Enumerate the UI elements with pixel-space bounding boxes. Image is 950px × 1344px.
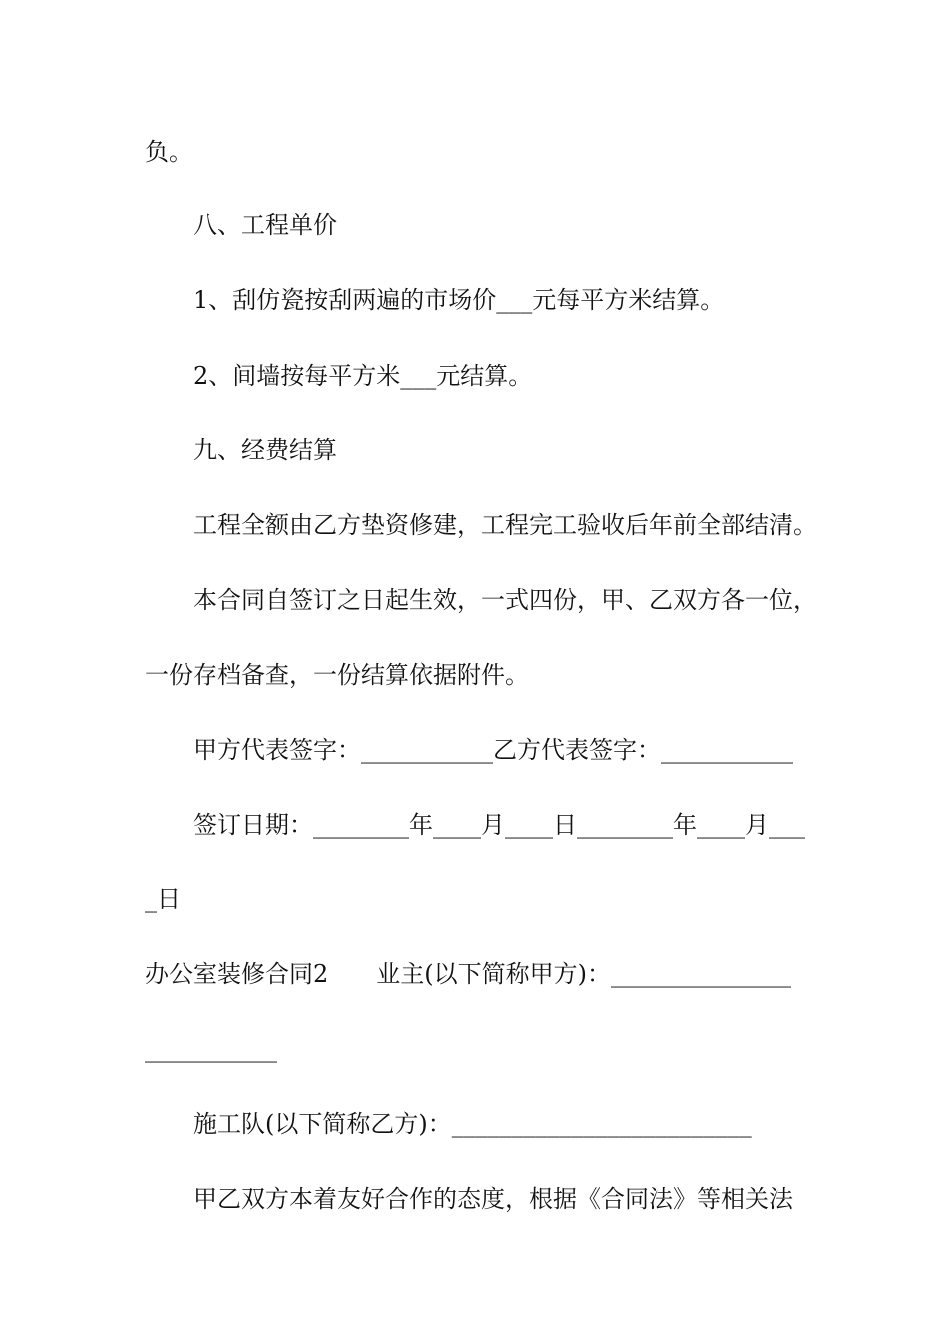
text-line: 施工队(以下简称乙方)：_________________________ — [193, 1110, 752, 1138]
text-line: ___________ — [145, 1035, 277, 1063]
text-line: 1、刮仿瓷按刮两遍的市场价___元每平方米结算。 — [193, 286, 725, 314]
text-line: 一份存档备查，一份结算依据附件。 — [145, 661, 529, 689]
text-line: 负。 — [145, 138, 193, 166]
signature-line: 甲方代表签字：___________乙方代表签字：___________ — [193, 736, 793, 764]
text-line: 2、间墙按每平方米___元结算。 — [193, 362, 533, 390]
text-line: 工程全额由乙方垫资修建，工程完工验收后年前全部结清。 — [193, 511, 817, 539]
text-line: 本合同自签订之日起生效，一式四份，甲、乙双方各一位， — [193, 586, 817, 614]
date-line: 签订日期：________年____月____日________年____月___ — [193, 811, 805, 839]
contract-title-line: 办公室装修合同2 业主(以下简称甲方)：_______________ — [145, 960, 791, 988]
text-line: 甲乙双方本着友好合作的态度，根据《合同法》等相关法 — [193, 1185, 793, 1213]
section-heading: 九、经费结算 — [193, 436, 337, 464]
section-heading: 八、工程单价 — [193, 211, 337, 239]
text-line: _日 — [145, 885, 181, 913]
